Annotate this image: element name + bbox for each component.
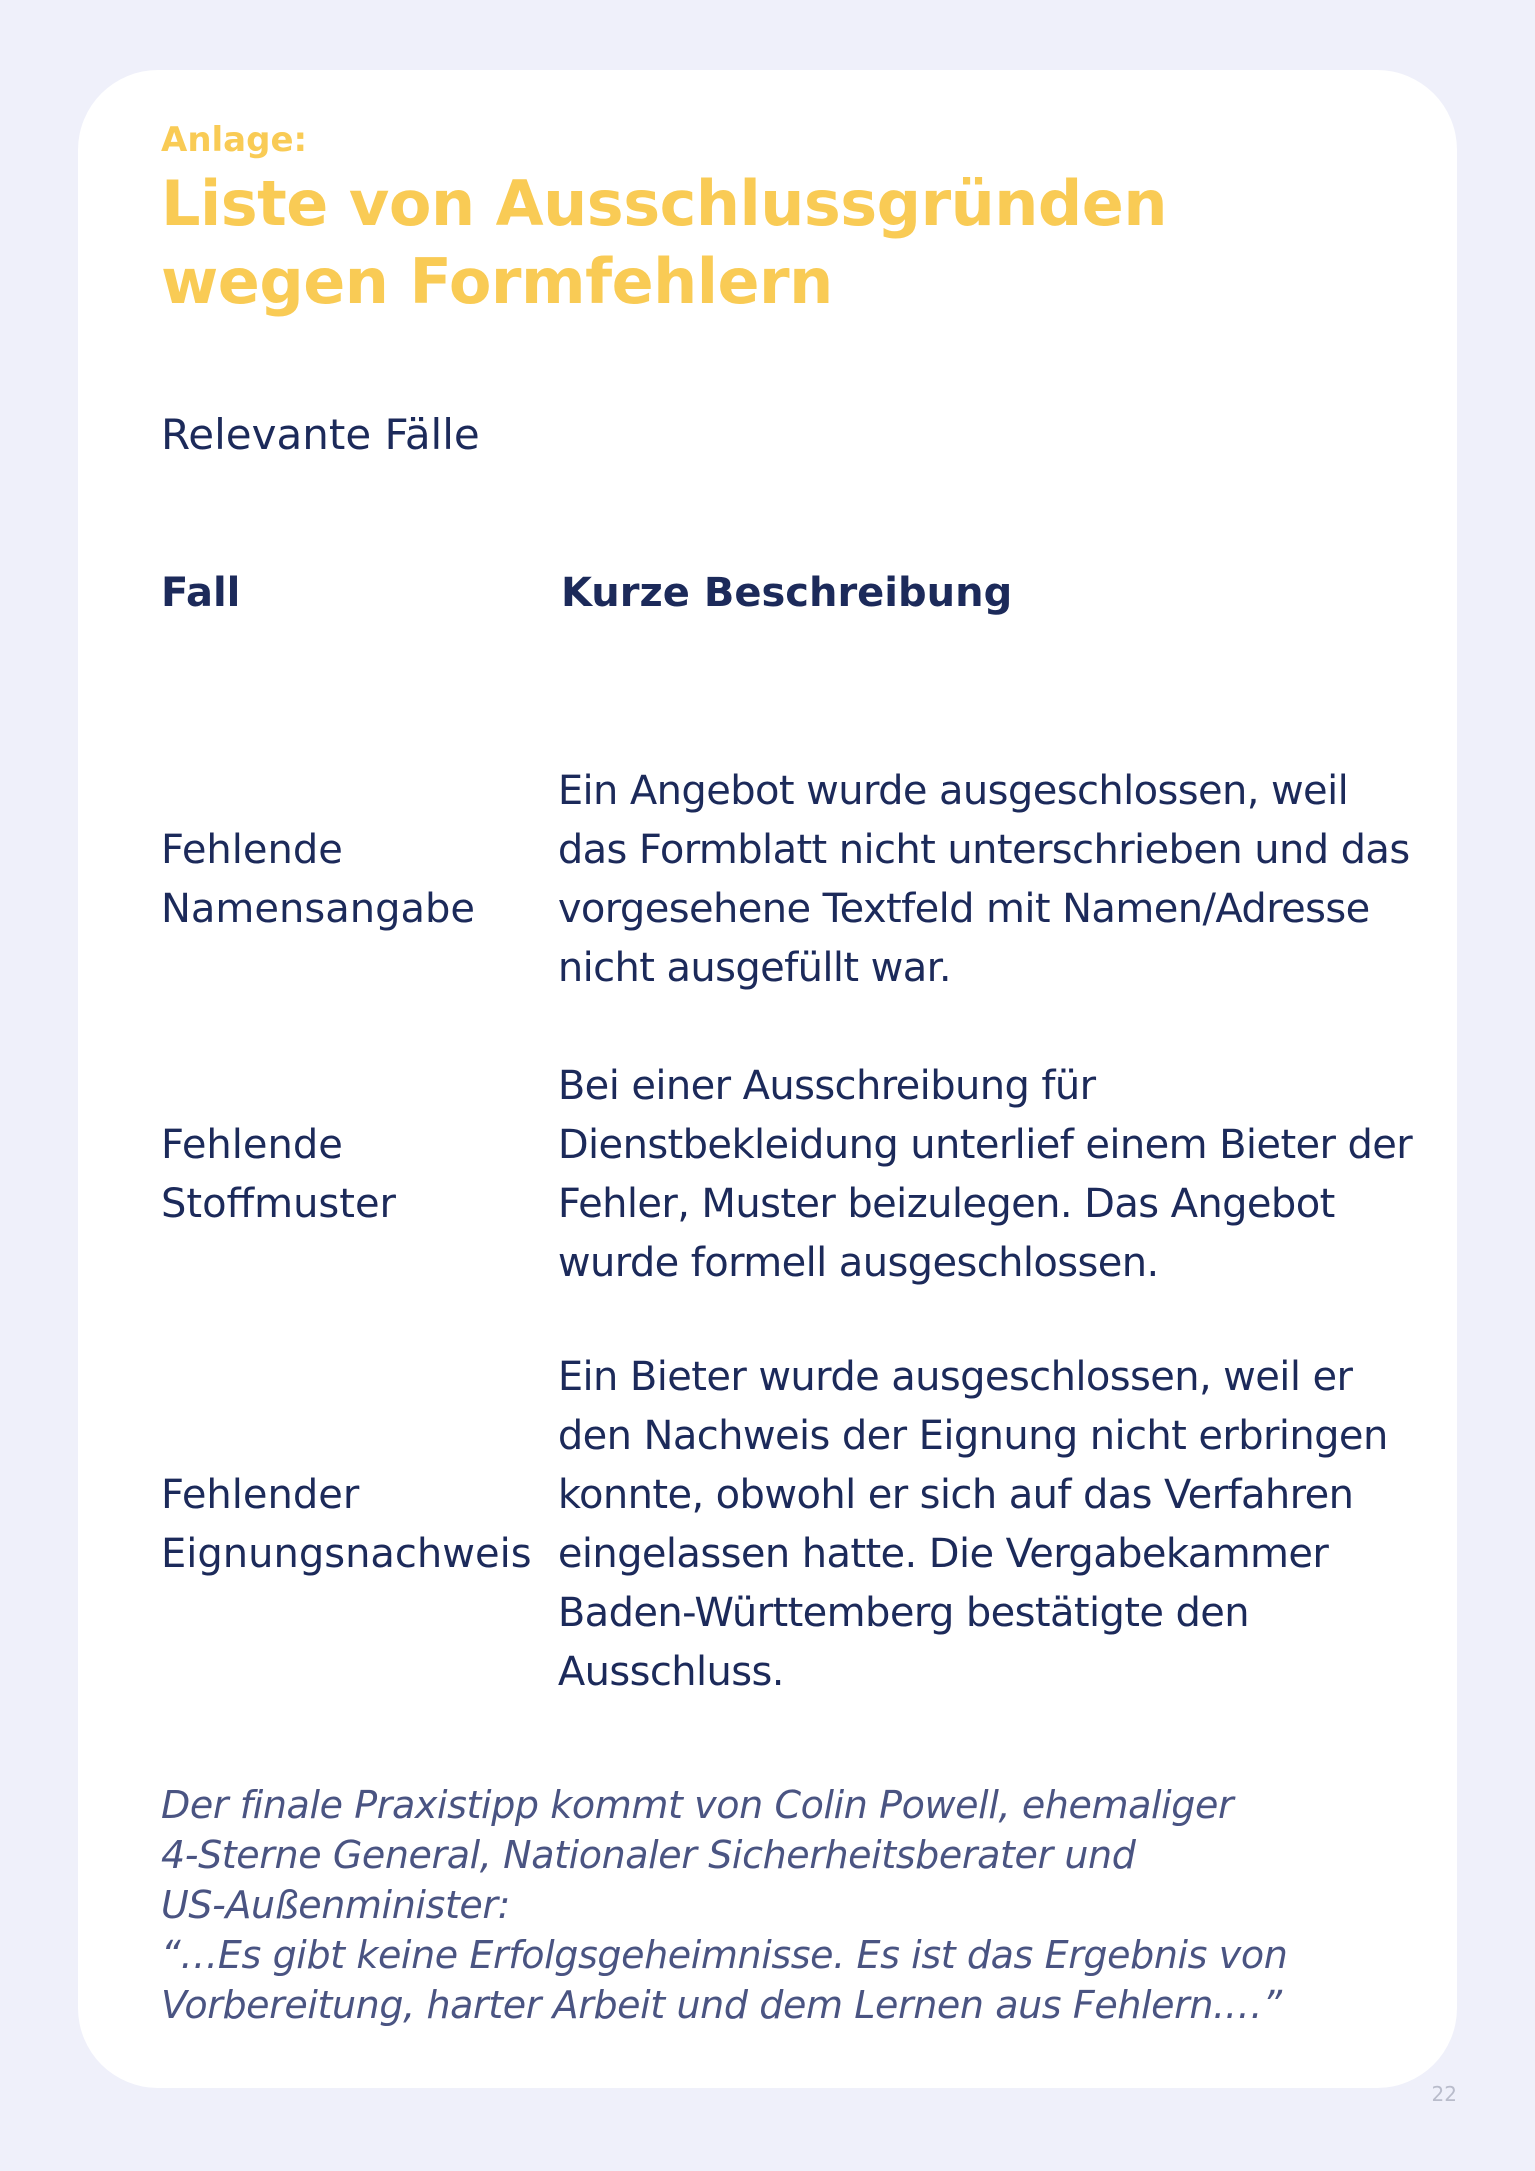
quote-line: Der finale Praxistipp kommt von Colin Powell, ehemaliger bbox=[161, 1783, 1234, 1827]
page-title bbox=[161, 165, 1167, 321]
case-description bbox=[558, 762, 1421, 998]
content-card bbox=[78, 70, 1457, 2088]
case-description-line: wurde formell ausgeschlossen. bbox=[557, 1240, 1159, 1286]
case-description-line: Dienstbekleidung unterlief einem Bieter der bbox=[557, 1122, 1413, 1168]
case-description-line: nicht ausgefüllt war. bbox=[557, 945, 951, 991]
praxis-tip-quote bbox=[161, 1780, 1287, 2030]
case-description-line: Ein Bieter wurde ausgeschlossen, weil er bbox=[557, 1354, 1353, 1400]
case-description-line: Fehler, Muster beizulegen. Das Angebot bbox=[557, 1181, 1335, 1227]
quote-line: “…Es gibt keine Erfolgsgeheimnisse. Es ist das Ergebnis von bbox=[161, 1933, 1288, 1977]
case-description-line: das Formblatt nicht unterschrieben und das bbox=[557, 827, 1410, 873]
case-description-line: konnte, obwohl er sich auf das Verfahren bbox=[557, 1472, 1354, 1518]
column-header-fall: Fall bbox=[161, 570, 241, 616]
section-subtitle: Relevante Fälle bbox=[161, 410, 480, 459]
table-row bbox=[161, 1055, 1421, 1295]
case-description-line: Ein Angebot wurde ausgeschlossen, weil bbox=[557, 768, 1349, 814]
quote-line: Vorbereitung, harter Arbeit und dem Lernen aus Fehlern.…” bbox=[161, 1983, 1282, 2027]
case-description bbox=[558, 1348, 1421, 1702]
case-description-line: den Nachweis der Eignung nicht erbringen bbox=[557, 1413, 1388, 1459]
page-title-line: wegen Formfehlern bbox=[161, 245, 833, 318]
quote-line: 4-Sterne General, Nationaler Sicherheitsberater und bbox=[161, 1833, 1136, 1877]
page-number: 22 bbox=[1431, 2082, 1457, 2106]
table-row bbox=[161, 1345, 1421, 1705]
column-header-description: Kurze Beschreibung bbox=[561, 570, 1013, 616]
case-name bbox=[161, 1466, 558, 1584]
quote-line: US-Außenminister: bbox=[161, 1883, 511, 1927]
case-name-line: Fehlender bbox=[161, 1472, 360, 1518]
case-name bbox=[161, 821, 558, 939]
case-name bbox=[161, 1116, 558, 1234]
case-description-line: eingelassen hatte. Die Vergabekammer bbox=[557, 1531, 1329, 1577]
case-description-line: Baden-Württemberg bestätigte den bbox=[557, 1590, 1250, 1636]
case-description-line: Ausschluss. bbox=[557, 1649, 784, 1695]
case-name-line: Eignungsnachweis bbox=[161, 1531, 532, 1577]
case-name-line: Fehlende bbox=[161, 827, 343, 873]
page-title-line: Liste von Ausschlussgründen bbox=[161, 167, 1167, 240]
table-row bbox=[161, 760, 1421, 1000]
case-name-line: Namensangabe bbox=[161, 886, 475, 932]
section-kicker: Anlage: bbox=[161, 120, 308, 160]
case-description bbox=[558, 1057, 1421, 1293]
case-description-line: Bei einer Ausschreibung für bbox=[557, 1063, 1096, 1109]
case-description-line: vorgesehene Textfeld mit Namen/Adresse bbox=[557, 886, 1370, 932]
case-name-line: Stoffmuster bbox=[161, 1181, 396, 1227]
table-header bbox=[161, 570, 1421, 630]
case-name-line: Fehlende bbox=[161, 1122, 343, 1168]
